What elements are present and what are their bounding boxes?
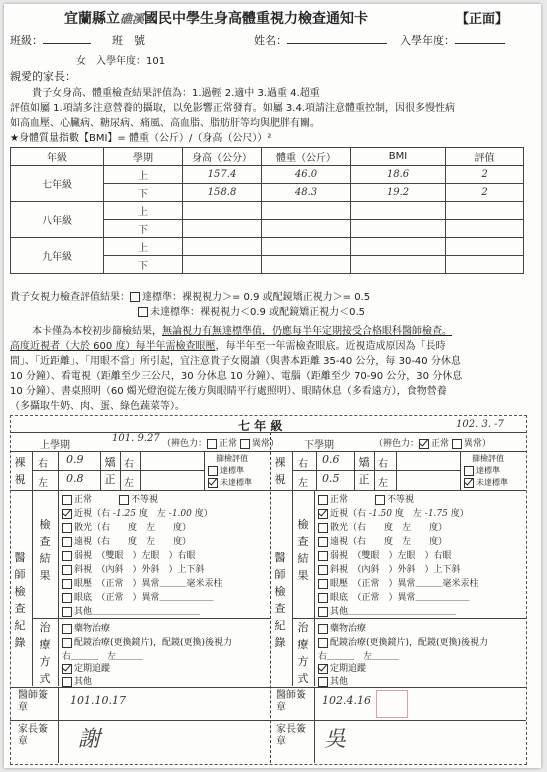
divider (270, 687, 526, 688)
abnormal-text: 異常） (251, 439, 279, 449)
exam-myopia-row (62, 506, 213, 519)
divider (100, 451, 101, 490)
checkbox[interactable] (240, 439, 250, 449)
term-cell: 上 (104, 202, 183, 220)
divider (292, 470, 460, 471)
checkbox[interactable] (62, 495, 72, 505)
item-text: 左 (363, 652, 373, 662)
table-row (11, 238, 524, 256)
doctor-sign-label: 醫師簽章 (276, 690, 306, 713)
grade-cell: 九年級 (11, 238, 104, 274)
exam-fundus-row (318, 590, 470, 603)
notification-card (4, 4, 541, 768)
vision-result-fail-line (138, 303, 365, 318)
item-text: 眼壓 （正常 ）異常＿＿＿毫米汞柱 (330, 579, 479, 589)
growth-table (10, 147, 524, 274)
item-text: 配鏡治療(更換鏡片)，配鏡(更換)後視力 (330, 638, 489, 648)
checkbox[interactable] (318, 551, 328, 561)
notice-emphasis: 無論視力有無達標準值，仍應每半年定期接受合格眼科醫師檢查。 (162, 326, 452, 337)
notice-text: ，每半年至一年需檢查眼底。近視造成原因為「長時 (215, 341, 446, 352)
treat-glasses-values: 右＿＿＿ 左＿＿＿ (62, 652, 144, 662)
item-text: 藥物治療 (330, 624, 367, 634)
term-cell: 下 (104, 256, 183, 274)
item-text: 度 (138, 509, 148, 519)
item-text: 斜視 （內斜 ）外斜 ）上下斜 (330, 565, 461, 575)
corrected-label: 矯正 (358, 456, 370, 486)
checkbox[interactable] (464, 466, 474, 476)
item-text: 配鏡治療(更換鏡片)，配鏡(更換)後視力 (74, 638, 233, 648)
divider (374, 451, 375, 490)
corrected-right-label: 右 (378, 459, 388, 470)
divider (10, 432, 526, 433)
corrected-label: 矯正 (104, 456, 116, 486)
checkbox[interactable] (62, 624, 72, 634)
checkbox[interactable] (62, 537, 72, 547)
exam-myopia-row (318, 506, 469, 519)
checkbox-checked[interactable] (464, 478, 474, 488)
checkbox[interactable] (119, 495, 129, 505)
right-eval-fail (464, 477, 508, 488)
bmi-cell (351, 256, 446, 274)
divider (270, 490, 526, 491)
item-text: 弱視 （雙眼 ）左眼 ）右眼 (330, 551, 452, 561)
checkbox[interactable] (318, 579, 328, 589)
item-text: 左 (146, 537, 156, 547)
notice-line-3: 間」、「近距離」、「用眼不當」所引起，宜注意貴子女閱讀（與書本距離 35-40 公分，每 30-40 分休息 (10, 356, 461, 367)
divider (58, 687, 59, 763)
corrected-left-label: 左 (124, 478, 134, 489)
checkbox-checked[interactable] (62, 664, 72, 674)
checkbox[interactable] (452, 439, 462, 449)
doctor-exam-label: 醫師檢查紀錄 (274, 551, 286, 649)
checkbox[interactable] (62, 579, 72, 589)
student-info (76, 52, 165, 67)
rating-cell (446, 220, 524, 238)
height-cell (183, 238, 262, 256)
rating-cell (446, 238, 524, 256)
bmi-cell (351, 220, 446, 238)
enroll-label: 入學年度： (96, 56, 146, 67)
exam-hyperopia-row (62, 534, 191, 547)
item-text: 正常 (74, 495, 93, 505)
exam-strab-row (318, 562, 461, 575)
exam-result-label: 檢查結果 (297, 518, 309, 582)
header-grade: 年級 (11, 148, 104, 166)
left-naked-right-value: 0.9 (66, 453, 84, 466)
checkbox[interactable] (318, 495, 328, 505)
divider (270, 451, 526, 452)
doctor-seal-stamp (376, 690, 408, 718)
checkbox[interactable] (208, 466, 218, 476)
item-text: 度 (384, 523, 394, 533)
rating-cell: 2 (446, 166, 524, 184)
checkbox[interactable] (318, 624, 328, 634)
eval-title: 篩檢評值 (472, 454, 504, 463)
notice-line-1 (32, 322, 452, 337)
rating-cell (446, 202, 524, 220)
class-field (10, 32, 91, 48)
vision-fail-text: 未達標準：裸視視力＜0.9 或配鏡矯正視力＜0.5 (150, 307, 365, 318)
corrected-right-label: 右 (124, 459, 134, 470)
left-term-label: 上學期 (40, 440, 70, 451)
divider (58, 451, 59, 490)
item-text: 左 (412, 509, 422, 519)
item-text: 其他＿＿＿＿＿＿＿＿＿＿＿＿ (74, 607, 201, 617)
term-cell: 上 (104, 166, 183, 184)
bmi-cell (351, 202, 446, 220)
treat-drug-row (62, 621, 110, 634)
abnormal-text: 異常） (463, 439, 491, 449)
exam-pressure-row (62, 576, 223, 589)
left-doctor-sign-date: 101.10.17 (70, 694, 126, 707)
face-label: 【正面】 (456, 12, 509, 27)
right-color-vision (374, 436, 491, 449)
grade-cell: 八年級 (11, 202, 104, 238)
fail-text: 未達標準 (220, 478, 252, 487)
checkbox-checked[interactable] (62, 509, 72, 519)
exam-normal-row (62, 492, 158, 505)
checkbox[interactable] (130, 292, 140, 302)
right-parent-signature: 吳 (324, 727, 347, 752)
checkbox[interactable] (318, 638, 328, 648)
treat-glasses-row (318, 635, 488, 648)
divider (32, 618, 270, 619)
divider (314, 687, 315, 763)
height-cell (183, 202, 262, 220)
vision-result-pass-line (10, 288, 370, 303)
term-cell: 下 (104, 184, 183, 202)
title-suffix: 國民中學生身高體重視力檢查通知卡 (144, 11, 369, 27)
weight-cell (262, 202, 351, 220)
checkbox-checked[interactable] (208, 478, 218, 488)
growth-header-row (11, 148, 524, 166)
exam-weak-row (62, 548, 196, 561)
item-text: 度） (429, 523, 448, 533)
checkbox[interactable] (318, 593, 328, 603)
rating-cell: 2 (446, 184, 524, 202)
checkbox[interactable] (62, 607, 72, 617)
divider (58, 490, 59, 686)
school-name-handwritten: 礁溪 (120, 12, 145, 26)
left-naked-left-value: 0.8 (66, 472, 84, 485)
item-text: 右 (62, 652, 72, 662)
left-term-date: 101. 9.27 (112, 433, 160, 444)
center-divider (270, 432, 271, 763)
item-text: 其他＿＿＿＿＿＿＿＿＿＿＿＿ (330, 607, 457, 617)
item-text: 左 (107, 652, 117, 662)
divider (10, 490, 270, 491)
item-text: 不等視 (131, 495, 159, 505)
item-text: 散光（右 (330, 523, 367, 533)
right-eye-label: 右 (298, 459, 308, 470)
divider (316, 451, 317, 490)
left-eval-fail (208, 477, 252, 488)
term-cell: 下 (104, 220, 183, 238)
height-cell: 157.4 (183, 166, 262, 184)
item-text: 近視（右 (74, 509, 111, 519)
checkbox[interactable] (318, 565, 328, 575)
naked-eye-label: 裸視 (274, 456, 286, 486)
divider (460, 451, 461, 490)
treat-other-row (318, 674, 348, 687)
item-text: 眼底 （正常 ）異常＿＿＿＿＿＿ (330, 593, 470, 603)
left-myopia-right: -1.25 (112, 509, 136, 519)
intro-line-3: 如高血壓、心臟病、糖尿病、痛風、高血脂、脂肪肝等均與肥胖有關。 (10, 118, 320, 129)
doctor-exam-label: 醫師檢查紀錄 (14, 551, 26, 649)
weight-cell (262, 256, 351, 274)
enroll-year: 101 (146, 56, 166, 67)
divider (140, 451, 141, 490)
item-text: 其他 (74, 677, 93, 687)
divider (270, 720, 526, 721)
checkbox[interactable] (62, 638, 72, 648)
checkbox[interactable] (318, 537, 328, 547)
notice-line-4: 10 分鐘）、看電視（距離至少三公尺，30 分休息 10 分鐘）、電腦（距離至少 70-90 公分，30 分休息 (10, 371, 463, 382)
right-eye-label: 右 (38, 459, 48, 470)
item-text: 遠視（右 (330, 537, 367, 547)
notice-emphasis: 高度近視者（大於 600 度）每半年需檢查眼壓 (10, 341, 216, 352)
height-cell: 158.8 (183, 184, 262, 202)
item-text: 定期追蹤 (74, 664, 111, 674)
bmi-formula: ★身體質量指數【BMI】= 體重（公斤）/（身高（公尺））² (10, 133, 272, 144)
divider (292, 490, 293, 686)
bmi-cell: 18.6 (351, 166, 446, 184)
divider (32, 490, 33, 686)
vision-pass-text: 達標準：裸視視力＞= 0.9 或配鏡矯正視力＞= 0.5 (142, 292, 371, 303)
eval-title: 篩檢評值 (216, 454, 248, 463)
header-weight: 體重（公斤） (262, 148, 351, 166)
divider (292, 618, 526, 619)
weight-cell: 46.0 (262, 166, 351, 184)
second-term-date: 102. 3. -7 (456, 419, 504, 430)
exam-weak-row (318, 548, 452, 561)
exam-astig-row (318, 520, 447, 533)
color-label: （辨色力： (162, 439, 208, 449)
right-eval-pass (464, 465, 500, 476)
right-myopia-left: -1.75 (424, 509, 448, 519)
left-eval-pass (208, 465, 244, 476)
item-text: 左 (156, 509, 166, 519)
item-text: 散光（右 (74, 523, 111, 533)
year-field (400, 32, 505, 48)
weight-cell (262, 238, 351, 256)
notice-line-5: 10 分鐘）、書桌照明（60 燭光燈泡從左後方與眼睛平行處照明）、眼睛休息（多看遠方），食物營養 (10, 386, 447, 397)
treat-glasses-row (62, 635, 232, 648)
grade-title: 七 年 級 (238, 419, 283, 433)
term-cell: 上 (104, 238, 183, 256)
item-text: 度 (384, 537, 394, 547)
item-text: 度 (394, 509, 404, 519)
item-text: 左 (402, 523, 412, 533)
item-text: 眼壓 （正常 ）異常＿＿＿毫米汞柱 (74, 579, 223, 589)
treatment-label: 治療方式 (39, 621, 51, 685)
exam-other-row (62, 604, 200, 617)
card-title (64, 8, 368, 28)
vision-result-prefix: 貴子女視力檢查評值結果： (10, 292, 130, 303)
left-myopia-left: -1.00 (168, 509, 192, 519)
checkbox[interactable] (62, 551, 72, 561)
right-term-label: 下學期 (304, 440, 334, 451)
divider (396, 451, 397, 490)
parent-sign-label: 家長簽章 (276, 724, 306, 747)
seat-label: 班 號 (112, 34, 145, 47)
year-label: 入學年度： (400, 34, 455, 47)
color-label: （辨色力： (374, 439, 420, 449)
item-text: 度） (194, 509, 213, 519)
treatment-label: 治療方式 (297, 621, 309, 685)
checkbox[interactable] (318, 677, 328, 687)
grade-cell: 七年級 (11, 166, 104, 202)
checkbox[interactable] (138, 307, 148, 317)
exam-other-row (318, 604, 456, 617)
exam-result-label: 檢查結果 (39, 518, 51, 582)
right-myopia-right: -1.50 (368, 509, 392, 519)
exam-hyperopia-row (318, 534, 447, 547)
item-text: 度） (429, 537, 448, 547)
treat-glasses-values: 右＿＿＿ 左＿＿＿ (318, 652, 400, 662)
checkbox[interactable] (318, 523, 328, 533)
doctor-sign-label: 醫師簽章 (18, 690, 48, 713)
gender: 女 (76, 56, 86, 67)
checkbox[interactable] (62, 593, 72, 603)
checkbox-checked[interactable] (419, 439, 429, 449)
treat-followup-row (62, 661, 110, 674)
pass-text: 達標準 (220, 466, 244, 475)
checkbox-checked[interactable] (318, 664, 328, 674)
left-parent-signature: 謝 (78, 727, 101, 752)
left-color-vision (162, 436, 279, 449)
header-bmi: BMI (351, 148, 446, 166)
item-text: 度） (450, 509, 469, 519)
item-text: 正常 (330, 495, 349, 505)
checkbox[interactable] (62, 565, 72, 575)
item-text: 度） (173, 537, 192, 547)
name-field (254, 32, 387, 48)
left-eye-label: 左 (298, 478, 308, 489)
header-rating: 評值 (446, 148, 524, 166)
checkbox[interactable] (375, 495, 385, 505)
intro-line-1: 貴子女身高、體重檢查結果評值為：1.過輕 2.適中 3.過重 4.超重 (32, 88, 320, 99)
pass-text: 達標準 (476, 466, 500, 475)
rating-cell (446, 256, 524, 274)
item-text: 弱視 （雙眼 ）左眼 ）右眼 (74, 551, 196, 561)
divider (204, 451, 205, 490)
item-text: 遠視（右 (74, 537, 111, 547)
item-text: 左 (402, 537, 412, 547)
item-text: 斜視 （內斜 ）外斜 ）上下斜 (74, 565, 205, 575)
item-text: 定期追蹤 (330, 664, 367, 674)
exam-normal-row (318, 492, 414, 505)
item-text: 近視（右 (330, 509, 367, 519)
checkbox[interactable] (207, 439, 217, 449)
right-naked-left-value: 0.5 (322, 472, 340, 485)
checkbox[interactable] (62, 523, 72, 533)
item-text: 度 (128, 523, 138, 533)
exam-fundus-row (62, 590, 214, 603)
naked-eye-label: 裸視 (14, 456, 26, 486)
divider (120, 451, 121, 490)
fail-text: 未達標準 (476, 478, 508, 487)
height-cell (183, 220, 262, 238)
treat-followup-row (318, 661, 366, 674)
notice-line-6: （多攝取牛奶、肉、蛋、綠色蔬菜等）。 (10, 401, 185, 412)
item-text: 不等視 (387, 495, 415, 505)
checkbox[interactable] (318, 607, 328, 617)
exam-strab-row (62, 562, 205, 575)
class-label: 班級： (10, 34, 43, 47)
intro-line-2: 評值如屬 1.項請多注意營養的攝取，以免影響正常發育。如屬 3.4.項請注意體重控制，因很多慢性病 (10, 103, 455, 114)
checkbox[interactable] (62, 677, 72, 687)
table-row (11, 202, 524, 220)
right-doctor-sign-date: 102.4.16 (322, 694, 371, 707)
item-text: 眼底 （正常 ）異常＿＿＿＿＿＿ (74, 593, 214, 603)
bmi-cell (351, 238, 446, 256)
weight-cell: 48.3 (262, 184, 351, 202)
item-text: 右 (318, 652, 328, 662)
header-term: 學期 (104, 148, 183, 166)
name-label: 姓名： (254, 34, 287, 47)
parent-sign-label: 家長簽章 (18, 724, 48, 747)
divider (314, 490, 315, 686)
normal-text: 正常 (431, 439, 450, 449)
header-height: 身高（公分） (183, 148, 262, 166)
divider (10, 687, 270, 688)
notice-line-2 (10, 337, 445, 352)
divider (10, 720, 270, 721)
item-text: 左 (146, 523, 156, 533)
height-cell (183, 256, 262, 274)
treat-other-row (62, 674, 92, 687)
greeting: 親愛的家長： (10, 70, 76, 83)
normal-text: 正常 (219, 439, 238, 449)
item-text: 藥物治療 (74, 624, 111, 634)
table-row (11, 166, 524, 184)
right-naked-right-value: 0.6 (322, 453, 340, 466)
divider (354, 451, 355, 490)
title-prefix: 宜蘭縣立 (64, 11, 120, 27)
left-eye-label: 左 (38, 478, 48, 489)
notice-text: 本卡僅為本校初步篩檢結果， (32, 326, 162, 337)
exam-astig-row (62, 520, 191, 533)
exam-pressure-row (318, 576, 479, 589)
corrected-left-label: 左 (378, 478, 388, 489)
weight-cell (262, 220, 351, 238)
item-text: 其他 (330, 677, 349, 687)
bmi-cell: 19.2 (351, 184, 446, 202)
treat-drug-row (318, 621, 366, 634)
item-text: 度 (128, 537, 138, 547)
checkbox-checked[interactable] (318, 509, 328, 519)
item-text: 度） (173, 523, 192, 533)
